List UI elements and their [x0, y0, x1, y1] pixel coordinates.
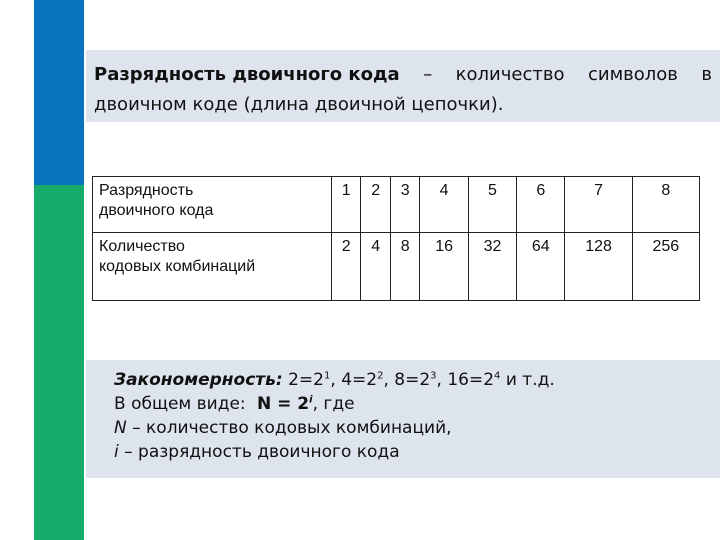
decor-stripe-blue [34, 0, 84, 185]
pattern-examples-tail: и т.д. [505, 370, 555, 390]
table-cell: 256 [632, 233, 699, 301]
pattern-example: $4=2^2$, [341, 370, 389, 390]
row-label-line: двоичного кода [99, 202, 214, 219]
pattern-example: $8=2^3$, [394, 370, 442, 390]
table-cell: 1 [332, 177, 361, 233]
definition-line-2: двоичном коде (длина двоичной цепочки). [94, 94, 504, 115]
pattern-panel [86, 360, 720, 478]
table-cell: 4 [420, 177, 468, 233]
general-form-label: В общем виде: [114, 394, 246, 414]
n-description: – количество кодовых комбинаций, [126, 418, 452, 438]
table-cell: 128 [565, 233, 632, 301]
table-cell: 64 [517, 233, 565, 301]
row-label-line: Разрядность [99, 182, 194, 199]
row-label-bit-depth [93, 177, 332, 233]
table-cell: 8 [390, 233, 419, 301]
definition-word: символов [587, 64, 678, 85]
pattern-example: $16=2^4$ [447, 370, 501, 390]
n-definition-line [114, 416, 720, 440]
table-cell: 2 [361, 177, 390, 233]
formula-tail: , где [312, 394, 355, 414]
table-cell: 2 [332, 233, 361, 301]
row-label-line: кодовых комбинаций [99, 258, 256, 275]
row-label-combinations [93, 233, 332, 301]
bit-depth-table [92, 176, 700, 301]
n-symbol: N [114, 418, 127, 438]
pattern-title: Закономерность: [114, 370, 283, 390]
pattern-example: $2=2^1$, [288, 370, 336, 390]
table-cell: 3 [390, 177, 419, 233]
i-definition-line [114, 440, 720, 464]
table-cell: 32 [468, 233, 516, 301]
general-form-line [114, 392, 720, 416]
i-symbol: i [114, 442, 119, 462]
pattern-examples-line [114, 368, 720, 392]
table-cell: 5 [468, 177, 516, 233]
definition-word: в [701, 64, 712, 85]
definition-line-1 [94, 60, 712, 90]
row-label-line: Количество [99, 238, 185, 255]
definition-word: – [423, 64, 433, 85]
definition-panel [86, 50, 720, 122]
table-row-bit-depth [93, 177, 700, 233]
table-cell: 7 [565, 177, 632, 233]
table-row-combinations [93, 233, 700, 301]
table-cell: 8 [632, 177, 699, 233]
definition-term: Разрядность двоичного кода [94, 64, 400, 85]
table-cell: 6 [517, 177, 565, 233]
decor-stripe-green [34, 185, 84, 540]
table-cell: 4 [361, 233, 390, 301]
general-formula: $N = 2^i$ [257, 394, 313, 414]
i-description: – разрядность двоичного кода [118, 442, 400, 462]
table-cell: 16 [420, 233, 468, 301]
definition-word: количество [455, 64, 565, 85]
